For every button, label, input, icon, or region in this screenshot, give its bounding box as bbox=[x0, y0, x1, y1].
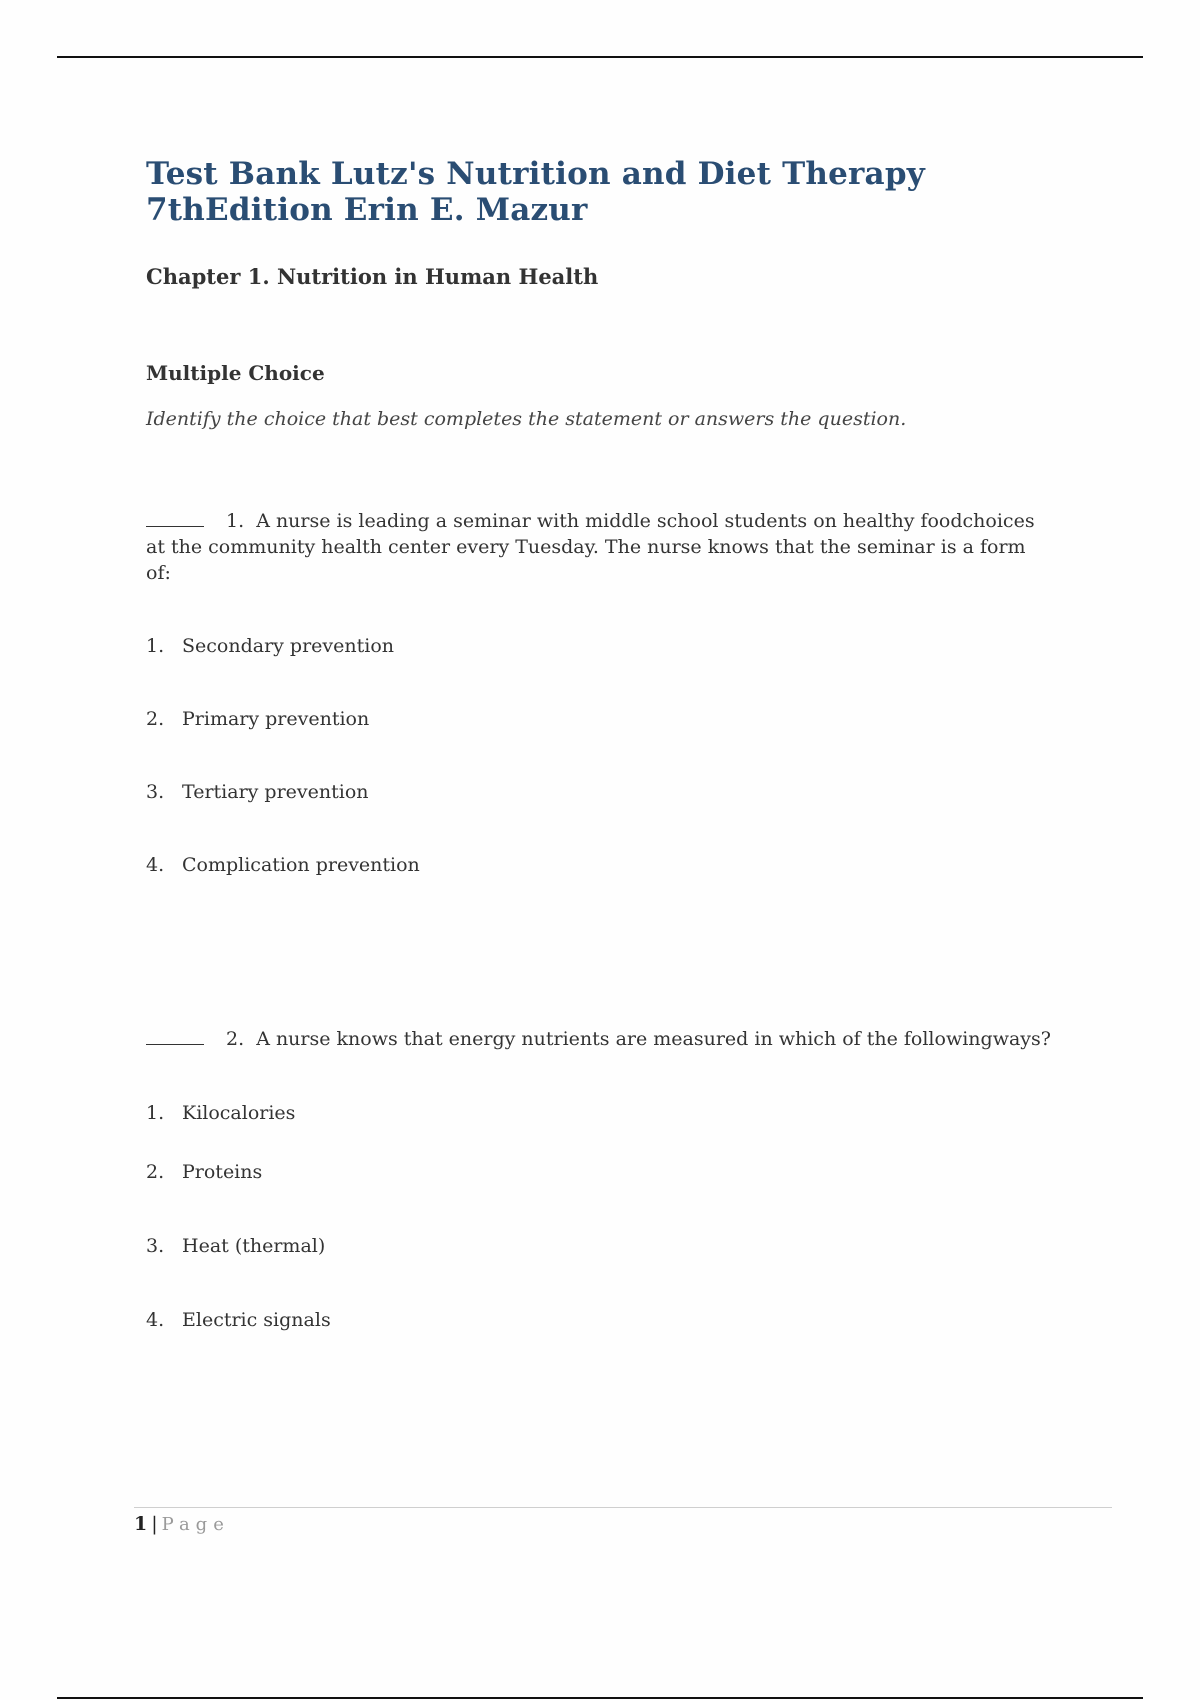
section-title: Multiple Choice bbox=[146, 361, 325, 385]
option-item bbox=[146, 706, 1046, 732]
option-item bbox=[146, 633, 1046, 659]
option-item bbox=[146, 852, 1046, 878]
question-2 bbox=[146, 1026, 1066, 1052]
page-footer bbox=[134, 1511, 230, 1538]
question-1-options bbox=[146, 633, 1046, 878]
top-rule bbox=[57, 56, 1143, 58]
option-number: 4. bbox=[146, 854, 165, 876]
option-item bbox=[146, 779, 1046, 805]
question-number: 1. bbox=[226, 510, 245, 532]
answer-blank bbox=[146, 508, 204, 527]
instruction-text: Identify the choice that best completes the statement or answers the question. bbox=[146, 408, 907, 430]
footer-rule bbox=[134, 1507, 1112, 1508]
chapter-title: Chapter 1. Nutrition in Human Health bbox=[146, 264, 599, 289]
option-text: Secondary prevention bbox=[182, 635, 395, 657]
page-number: 1 bbox=[134, 1513, 148, 1535]
option-text: Kilocalories bbox=[182, 1102, 296, 1124]
footer-separator: | bbox=[151, 1513, 158, 1535]
option-number: 3. bbox=[146, 1235, 165, 1257]
option-text: Primary prevention bbox=[182, 708, 370, 730]
page-body bbox=[146, 156, 1051, 1333]
question-1 bbox=[146, 508, 1036, 586]
option-number: 4. bbox=[146, 1309, 165, 1331]
option-text: Heat (thermal) bbox=[182, 1235, 326, 1257]
question-2-options bbox=[146, 1100, 1046, 1333]
option-number: 1. bbox=[146, 635, 165, 657]
answer-blank bbox=[146, 1026, 204, 1045]
question-text: A nurse knows that energy nutrients are measured in which of the followingways? bbox=[256, 1028, 1051, 1050]
question-number: 2. bbox=[226, 1028, 245, 1050]
document-title: Test Bank Lutz's Nutrition and Diet Therapy 7thEdition Erin E. Mazur bbox=[146, 156, 925, 228]
option-number: 3. bbox=[146, 781, 165, 803]
bottom-rule bbox=[57, 1697, 1143, 1699]
option-item bbox=[146, 1233, 1046, 1259]
option-text: Tertiary prevention bbox=[182, 781, 369, 803]
option-text: Electric signals bbox=[182, 1309, 331, 1331]
option-number: 1. bbox=[146, 1102, 165, 1124]
option-number: 2. bbox=[146, 1161, 165, 1183]
option-number: 2. bbox=[146, 708, 165, 730]
page-label: Page bbox=[161, 1514, 230, 1535]
option-item bbox=[146, 1307, 1046, 1333]
option-item bbox=[146, 1100, 1046, 1126]
question-text: A nurse is leading a seminar with middle school students on healthy foodchoices at the community health center every Tuesday. The nurse knows that the seminar is a form of: bbox=[146, 510, 1035, 584]
option-text: Complication prevention bbox=[182, 854, 420, 876]
option-text: Proteins bbox=[182, 1161, 263, 1183]
option-item bbox=[146, 1159, 1046, 1185]
